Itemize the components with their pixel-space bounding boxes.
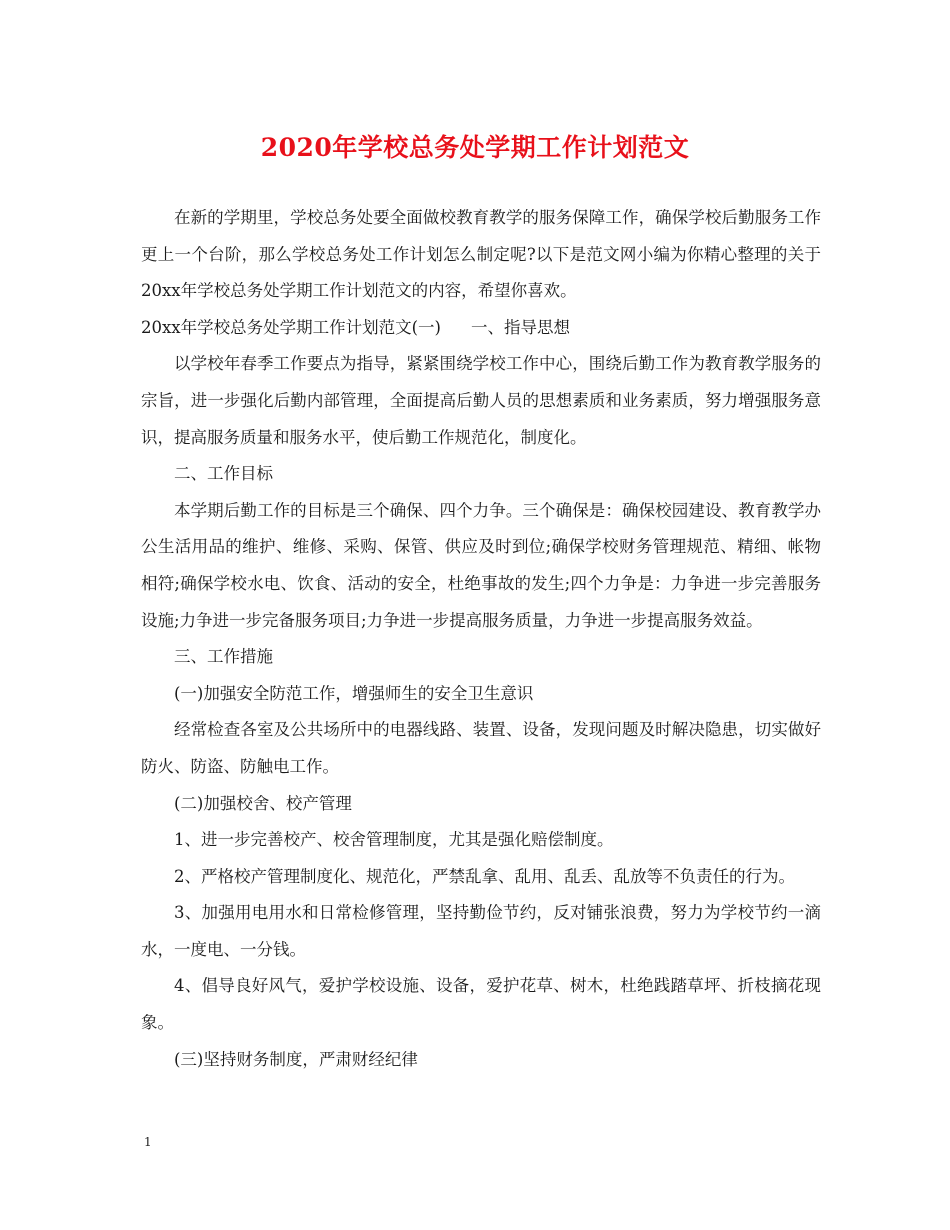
subtitle-line: [141, 310, 821, 347]
measure2-item: 4、倡导良好风气，爱护学校设施、设备，爱护花草、树木，杜绝践踏草坪、折枝摘花现象。: [141, 976, 821, 1033]
measure1-heading: (一)加强安全防范工作，增强师生的安全卫生意识: [174, 683, 534, 703]
measure2-item: 1、进一步完善校产、校舍管理制度，尤其是强化赔偿制度。: [174, 830, 614, 850]
measure2-item: 2、严格校产管理制度化、规范化，严禁乱拿、乱用、乱丢、乱放等不负责任的行为。: [174, 866, 795, 886]
document-title: 2020年学校总务处学期工作计划范文: [260, 133, 690, 162]
section2-paragraph: 本学期后勤工作的目标是三个确保、四个力争。三个确保是：确保校园建设、教育教学办公生活用品的维护、维修、采购、保管、供应及时到位;确保学校财务管理规范、精细、帐物相符;确保学校水电、饮食、活动的安全，杜绝事故的发生;四个力争是：力争进一步完善服务设施;力争进一步完备服务项目;力争进一步提高服务质量，力争进一步提高服务效益。: [141, 500, 821, 630]
subtitle: 20xx年学校总务处学期工作计划范文(一): [141, 317, 441, 337]
measure3-heading: (三)坚持财务制度，严肃财经纪律: [174, 1049, 418, 1069]
section1-heading: 一、指导思想: [470, 317, 570, 337]
section1-paragraph: 以学校年春季工作要点为指导，紧紧围绕学校工作中心，围绕后勤工作为教育教学服务的宗旨，进一步强化后勤内部管理，全面提高后勤人员的思想素质和业务素质，努力增强服务意识，提高服务质量和服务水平，使后勤工作规范化，制度化。: [141, 354, 821, 447]
measure2-heading: (二)加强校舍、校产管理: [174, 793, 352, 813]
section3-heading: 三、工作措施: [174, 647, 273, 667]
measure2-item: 3、加强用电用水和日常检修管理，坚持勤俭节约，反对铺张浪费，努力为学校节约一滴水，一度电、一分钱。: [141, 903, 821, 959]
intro-paragraph: 在新的学期里，学校总务处要全面做校教育教学的服务保障工作，确保学校后勤服务工作更上一个台阶，那么学校总务处工作计划怎么制定呢?以下是范文网小编为你精心整理的关于20xx年学校总务处学期工作计划范文的内容，希望你喜欢。: [141, 208, 821, 301]
section2-heading: 二、工作目标: [174, 464, 273, 484]
page-number: 1: [144, 1135, 152, 1149]
document-body: [141, 200, 821, 1078]
measure1-paragraph: 经常检查各室及公共场所中的电器线路、装置、设备，发现问题及时解决隐患，切实做好防火、防盗、防触电工作。: [141, 720, 821, 776]
